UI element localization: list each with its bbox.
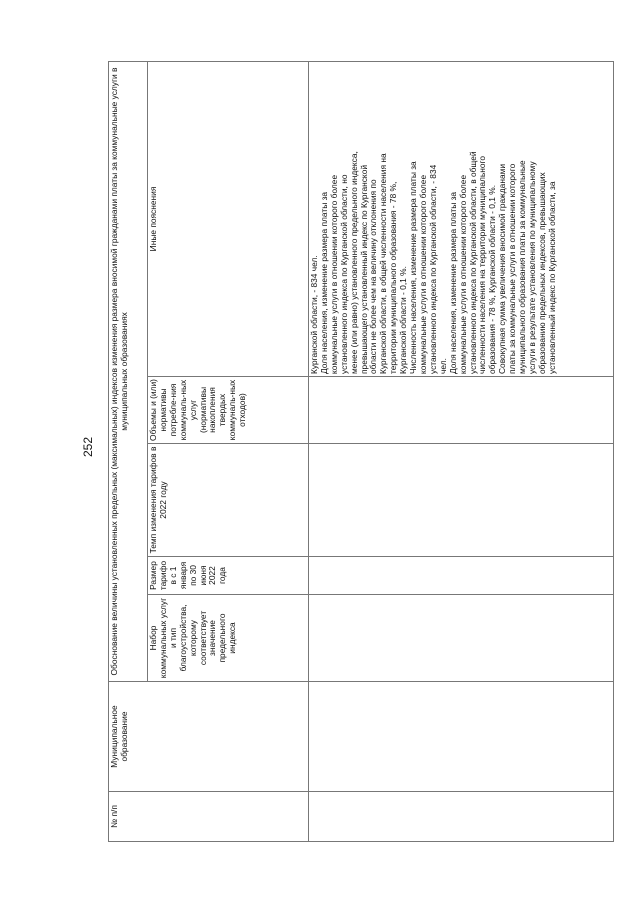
justification-table bbox=[108, 61, 614, 842]
other-notes-line: области не более чем на величину отклонения по bbox=[368, 179, 379, 374]
other-notes-line: численности населения на территории муниципального bbox=[477, 155, 488, 374]
rotated-table-container bbox=[108, 62, 608, 842]
other-notes-text bbox=[310, 64, 558, 374]
other-notes-line: коммунальные услуги в отношении которого более bbox=[328, 174, 339, 374]
cell-tariff-rate bbox=[309, 444, 614, 557]
other-notes-line: Курганской области, - 834 чел. bbox=[309, 255, 319, 374]
header-justification-group: Обоснование величины установленных предельных (максимальных) индексов изменения размера вносимой гражданами платы за коммунальные услуги в муниципальных образованиях bbox=[109, 61, 148, 681]
other-notes-line: Численность населения, изменение размера платы за bbox=[408, 161, 419, 374]
other-notes-line: образования - 78 %, Курганской области - 0,1 %. bbox=[487, 184, 498, 374]
other-notes-line: менее (или равно) установленного предельного индекса, bbox=[348, 151, 359, 374]
other-notes-line: установленного индекса по Курганской области, но bbox=[338, 174, 349, 374]
other-notes-line: муниципального образования платы за коммунальные bbox=[517, 160, 528, 374]
other-notes-line: услуги в результате установления по муниципальному bbox=[526, 161, 537, 374]
subheader-other-notes: Иные пояснения bbox=[148, 61, 309, 376]
table-row bbox=[309, 61, 614, 841]
other-notes-line: Курганской области - 0,1 %. bbox=[398, 266, 409, 374]
other-notes-line: коммунальные услуги в отношении которого более bbox=[417, 174, 428, 374]
header-municipality: Муниципальное образование bbox=[109, 682, 309, 792]
cell-service-set bbox=[309, 595, 614, 682]
other-notes-line: образованию предельных индексов, превышающих bbox=[536, 172, 547, 374]
table-header-row bbox=[109, 61, 148, 841]
subheader-service-set: Набор коммунальных услуг и тип благоустройства, которому соответствует значение предельного индекса bbox=[148, 595, 309, 682]
subheader-tariff-size: Размер тарифов с 1 января по 30 июня 2022 года bbox=[148, 557, 309, 595]
other-notes-line: превышающего установленный индекс по Курганской bbox=[358, 164, 369, 374]
other-notes-line: Доля населения, изменение размера платы за bbox=[318, 191, 329, 374]
other-notes-line: коммунальные услуги в отношении которого более bbox=[457, 174, 468, 374]
subheader-tariff-rate: Темп изменения тарифов в 2022 году bbox=[148, 444, 309, 557]
other-notes-line: Совокупная сумма увеличения вносимой гражданами bbox=[497, 163, 508, 374]
header-no: № п/п bbox=[109, 792, 309, 842]
other-notes-line: Доля населения, изменение размера платы за bbox=[447, 191, 458, 374]
cell-tariff-size bbox=[309, 557, 614, 595]
cell-other-notes bbox=[309, 61, 614, 376]
cell-municipality bbox=[309, 682, 614, 792]
other-notes-line: Курганской области, в общей численности населения на bbox=[378, 153, 389, 374]
other-notes-line: платы за коммунальные услуги в отношении которого bbox=[507, 163, 518, 374]
cell-no bbox=[309, 792, 614, 842]
cell-consumption-volumes bbox=[309, 377, 614, 444]
other-notes-line: территории муниципального образования - 78 %, bbox=[388, 181, 399, 374]
page-number: 252 bbox=[81, 436, 95, 458]
subheader-consumption-volumes: Объемы и (или) нормативы потребле-ния коммуналь-ных услуг (нормативы накопления твердых коммуналь-ных отходов) bbox=[148, 377, 309, 444]
other-notes-line: установленного индекса по Курганской области, - 834 bbox=[427, 164, 438, 374]
other-notes-line: установленного индекса по Курганской области, в общей bbox=[467, 151, 478, 374]
other-notes-line: установленный индекс по Курганской области, за bbox=[546, 181, 557, 374]
other-notes-line: чел. bbox=[437, 358, 448, 374]
